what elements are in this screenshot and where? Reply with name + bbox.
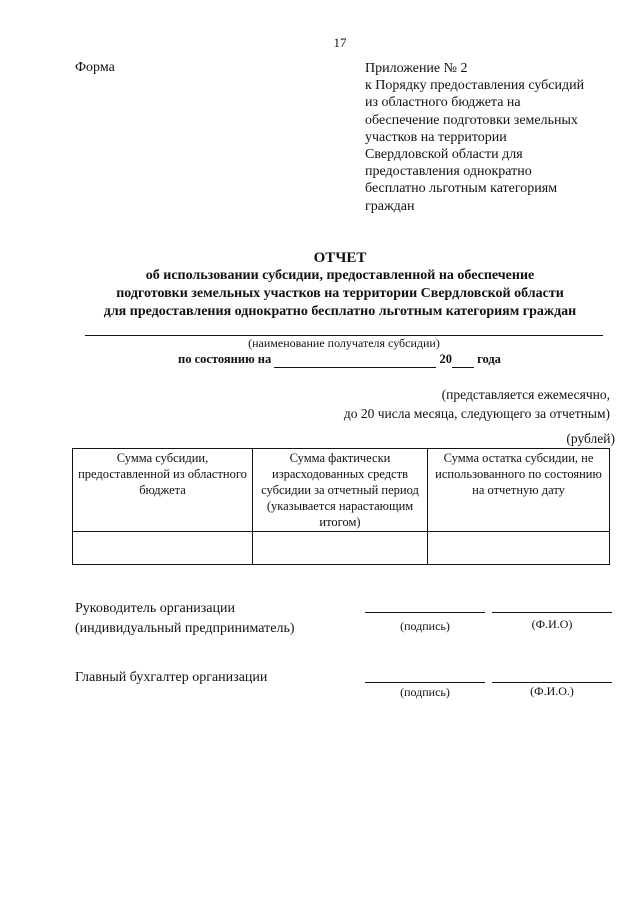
head-signature-line (365, 612, 485, 613)
appendix-line: предоставления однократно (365, 164, 532, 180)
year-blank (452, 352, 474, 368)
report-heading: ОТЧЕТ (313, 250, 367, 266)
as-of-suffix: года (477, 352, 501, 366)
appendix-line: граждан (365, 198, 415, 214)
report-title-line: об использовании субсидии, предоставленной на обеспечение (145, 268, 535, 283)
submission-note (344, 385, 610, 423)
accountant-name-line (492, 682, 612, 683)
table-header-row (73, 449, 610, 532)
table-header-cell: Сумма фактически израсходованных средств субсидии за отчетный период (указывается нарастающим итогом) (253, 449, 428, 532)
report-title-line: подготовки земельных участков на территории Свердловской области (116, 286, 564, 301)
appendix-line: бесплатно льготным категориям (365, 181, 558, 197)
appendix-line: участков на территории (365, 129, 507, 145)
accountant-name-caption: (Ф.И.О.) (530, 684, 574, 698)
table-header-cell: Сумма остатка субсидии, не использованного по состоянию на отчетную дату (428, 449, 610, 532)
head-name-line (492, 612, 612, 613)
page-number: 17 (333, 35, 347, 50)
head-name-caption: (Ф.И.О) (531, 617, 573, 631)
head-sign-caption: (подпись) (400, 619, 450, 633)
appendix-note (365, 60, 620, 215)
table-cell[interactable] (73, 532, 253, 565)
head-signature-label (75, 599, 295, 639)
submission-note-line: до 20 числа месяца, следующего за отчетным) (343, 406, 610, 421)
head-label-line: Руководитель организации (75, 601, 235, 616)
year-prefix: 20 (439, 352, 452, 366)
form-label: Форма (75, 60, 115, 75)
units-label: (рублей) (566, 431, 615, 446)
appendix-line: к Порядку предоставления субсидий (365, 78, 585, 94)
report-title (60, 249, 620, 321)
accountant-sign-caption: (подпись) (400, 685, 450, 699)
appendix-line: обеспечение подготовки земельных (365, 112, 578, 128)
accountant-signature-label: Главный бухгалтер организации (75, 670, 268, 685)
table-header-cell: Сумма субсидии, предоставленной из областного бюджета (73, 449, 253, 532)
head-label-line: (индивидуальный предприниматель) (75, 621, 295, 636)
report-table (72, 448, 610, 565)
appendix-line: из областного бюджета на (365, 95, 521, 111)
date-blank (274, 352, 436, 368)
table-cell[interactable] (253, 532, 428, 565)
submission-note-line: (представляется ежемесячно, (441, 387, 610, 402)
report-title-line: для предоставления однократно бесплатно льготным категориям граждан (103, 304, 577, 319)
as-of-date (178, 352, 501, 368)
table-row (73, 532, 610, 565)
appendix-line: Приложение № 2 (365, 61, 468, 76)
appendix-line: Свердловской области для (365, 147, 523, 163)
table-cell[interactable] (428, 532, 610, 565)
as-of-prefix: по состоянию на (178, 352, 272, 366)
accountant-signature-line (365, 682, 485, 683)
recipient-hint: (наименование получателя субсидии) (248, 336, 440, 350)
